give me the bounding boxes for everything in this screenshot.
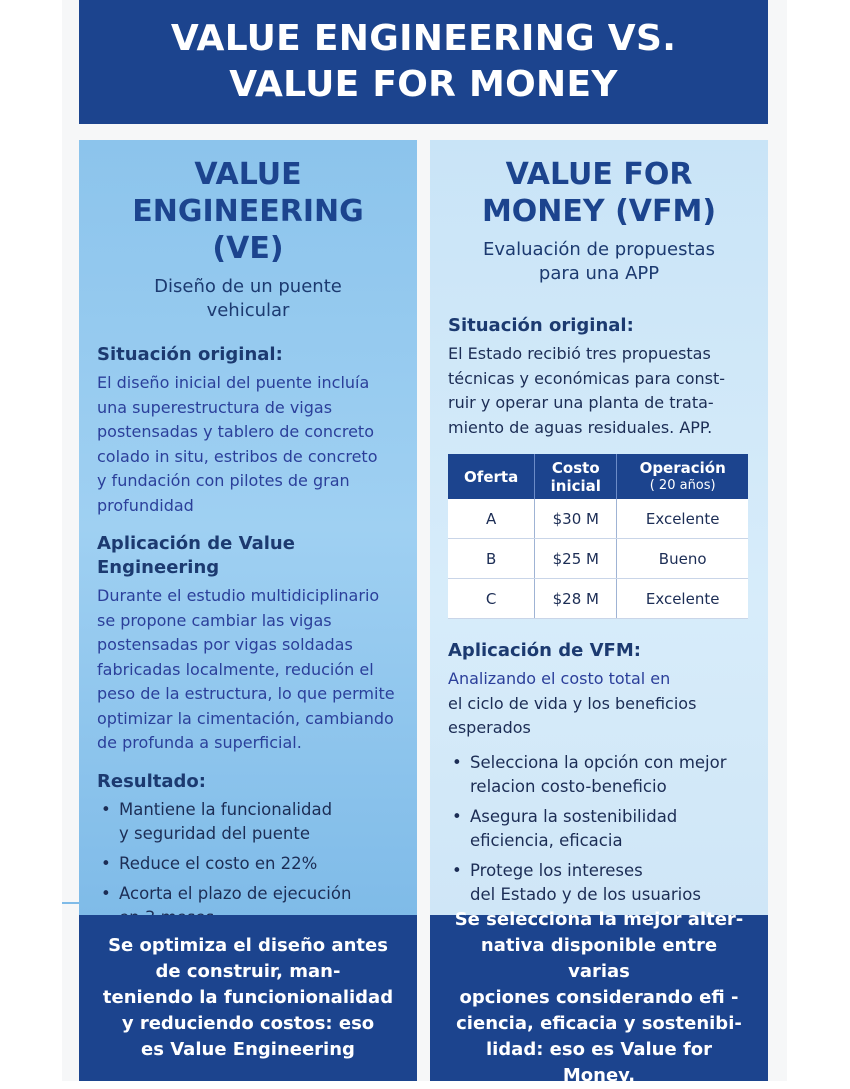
- vfm-subtitle-line: Evaluación de propuestas: [483, 239, 715, 260]
- ve-application-line: postensadas por vigas soldadas: [97, 635, 353, 654]
- col-header-line: Costo: [551, 458, 600, 477]
- offers-table: [448, 454, 748, 619]
- col-header-cost: [535, 454, 617, 499]
- main-title-line: VALUE FOR MONEY: [229, 64, 618, 105]
- cell-operation: Excelente: [617, 499, 748, 539]
- cell-offer: C: [448, 579, 535, 619]
- ve-result-list: [97, 798, 399, 930]
- list-item-line: • Selecciona la opción con mejor: [470, 752, 727, 772]
- ve-title-line: VALUE: [194, 157, 302, 192]
- vfm-application-line: Analizando el costo total en: [448, 669, 671, 688]
- vfm-subtitle-line: para una APP: [538, 263, 660, 284]
- ve-conclusion-box: [79, 915, 417, 1081]
- vfm-conclusion-line: nativa disponible entre varias: [480, 935, 718, 982]
- main-title: [171, 16, 676, 108]
- cell-cost: $30 M: [535, 499, 617, 539]
- vfm-conclusion-line: ciencia, eficacia y sostenibi-: [456, 1013, 742, 1034]
- ve-result-heading: Resultado:: [97, 770, 206, 792]
- ve-conclusion-line: y reduciendo costos: eso: [121, 1013, 375, 1034]
- ve-application-line: fabricadas localmente, redución el: [97, 659, 374, 679]
- ve-conclusion-line: es Value Engineering: [141, 1039, 355, 1060]
- vfm-conclusion-line: opciones considerando efi -: [459, 987, 739, 1008]
- cell-cost: $25 M: [535, 539, 617, 579]
- vfm-title-line: MONEY (VFM): [481, 194, 717, 229]
- col-header-line: ( 20 años): [649, 477, 716, 493]
- vfm-conclusion-box: [430, 909, 768, 1086]
- list-item-line: del Estado y de los usuarios: [470, 884, 701, 904]
- ve-subtitle-line: vehicular: [206, 300, 290, 321]
- list-item-line: • Reduce el costo en 22%: [119, 853, 318, 873]
- main-title-banner: [79, 0, 768, 124]
- list-item: [448, 805, 750, 853]
- vfm-conclusion-text: [450, 907, 748, 1089]
- ve-conclusion-text: [103, 933, 393, 1063]
- vfm-subtitle: [448, 238, 750, 286]
- list-item-line: • Mantiene la funcionalidad: [119, 799, 333, 819]
- ve-situation-text: [97, 371, 399, 518]
- col-header-line: inicial: [550, 476, 601, 495]
- list-item: [448, 859, 750, 907]
- list-item-line: • Protege los intereses: [470, 860, 643, 880]
- vfm-situation-line: ruir y operar una planta de trata-: [448, 393, 714, 412]
- list-item: [448, 751, 750, 799]
- vfm-title-line: VALUE FOR: [505, 157, 693, 192]
- cell-offer: B: [448, 539, 535, 579]
- ve-title: [97, 156, 399, 267]
- ve-application-line: Durante el estudio multidiciplinario: [97, 586, 380, 605]
- ve-title-line: (VE): [212, 231, 284, 266]
- vfm-situation-line: técnicas y económicas para const-: [448, 368, 726, 388]
- vfm-situation-heading: Situación original:: [448, 315, 634, 336]
- value-engineering-column: [79, 140, 417, 915]
- list-item-line: eficiencia, eficacia: [470, 830, 623, 850]
- decorative-line: [62, 902, 79, 904]
- col-header-line: Operación: [639, 458, 726, 477]
- list-item: [97, 798, 399, 846]
- vfm-application-text: [448, 667, 750, 741]
- vfm-application-line: esperados: [448, 718, 531, 737]
- ve-application-line: de profunda a superficial.: [97, 733, 302, 752]
- ve-situation-line: colado in situ, estribos de concreto: [97, 446, 378, 466]
- cell-operation: Bueno: [617, 539, 748, 579]
- table-header-row: [448, 454, 748, 499]
- ve-application-heading: Aplicación de Value Engineering: [97, 533, 295, 578]
- vfm-title: [448, 156, 750, 230]
- col-header-operation: [617, 454, 748, 499]
- col-header-offer: Oferta: [448, 454, 535, 499]
- value-for-money-column: [430, 140, 768, 915]
- vfm-application-line: el ciclo de vida y los beneficios: [448, 693, 697, 713]
- ve-situation-heading: Situación original:: [97, 344, 283, 365]
- vfm-situation-line: El Estado recibió tres propuestas: [448, 344, 711, 363]
- vfm-situation-text: [448, 342, 750, 440]
- ve-application-line: se propone cambiar las vigas: [97, 610, 332, 630]
- ve-subtitle: [97, 275, 399, 323]
- cell-cost: $28 M: [535, 579, 617, 619]
- ve-subtitle-line: Diseño de un puente: [154, 276, 342, 297]
- ve-conclusion-line: de construir, man-: [155, 961, 341, 982]
- ve-situation-line: El diseño inicial del puente incluía: [97, 373, 370, 392]
- vfm-conclusion-line: lidad: eso es Value for Money.: [485, 1039, 713, 1086]
- vfm-situation-line: miento de aguas residuales. APP.: [448, 417, 713, 437]
- list-item-line: • Acorta el plazo de ejecución: [119, 883, 352, 903]
- vfm-application-heading: Aplicación de VFM:: [448, 640, 641, 661]
- list-item: [97, 852, 399, 876]
- list-item-line: y seguridad del puente: [119, 823, 310, 843]
- ve-conclusion-line: Se optimiza el diseño antes: [108, 935, 388, 956]
- ve-application-line: optimizar la cimentación, cambiando: [97, 708, 394, 728]
- cell-offer: A: [448, 499, 535, 539]
- vfm-conclusion-line: Se selecciona la mejor alter-: [454, 909, 744, 930]
- table-row: [448, 579, 748, 619]
- main-title-line: VALUE ENGINEERING VS.: [170, 18, 677, 59]
- vfm-bullet-list: [448, 751, 750, 907]
- ve-situation-line: profundidad: [97, 495, 194, 515]
- list-item-line: relacion costo-beneficio: [470, 776, 667, 796]
- ve-situation-line: postensadas y tablero de concreto: [97, 422, 374, 441]
- ve-conclusion-line: teniendo la funcionionalidad: [102, 987, 394, 1008]
- cell-operation: Excelente: [617, 579, 748, 619]
- table-row: [448, 539, 748, 579]
- ve-application-line: peso de la estructura, lo que permite: [97, 684, 395, 703]
- ve-application-text: [97, 584, 399, 756]
- table-row: [448, 499, 748, 539]
- ve-situation-line: una superestructura de vigas: [97, 397, 333, 417]
- ve-title-line: ENGINEERING: [132, 194, 364, 229]
- ve-situation-line: y fundación con pilotes de gran: [97, 471, 350, 490]
- list-item-line: • Asegura la sostenibilidad: [470, 806, 678, 826]
